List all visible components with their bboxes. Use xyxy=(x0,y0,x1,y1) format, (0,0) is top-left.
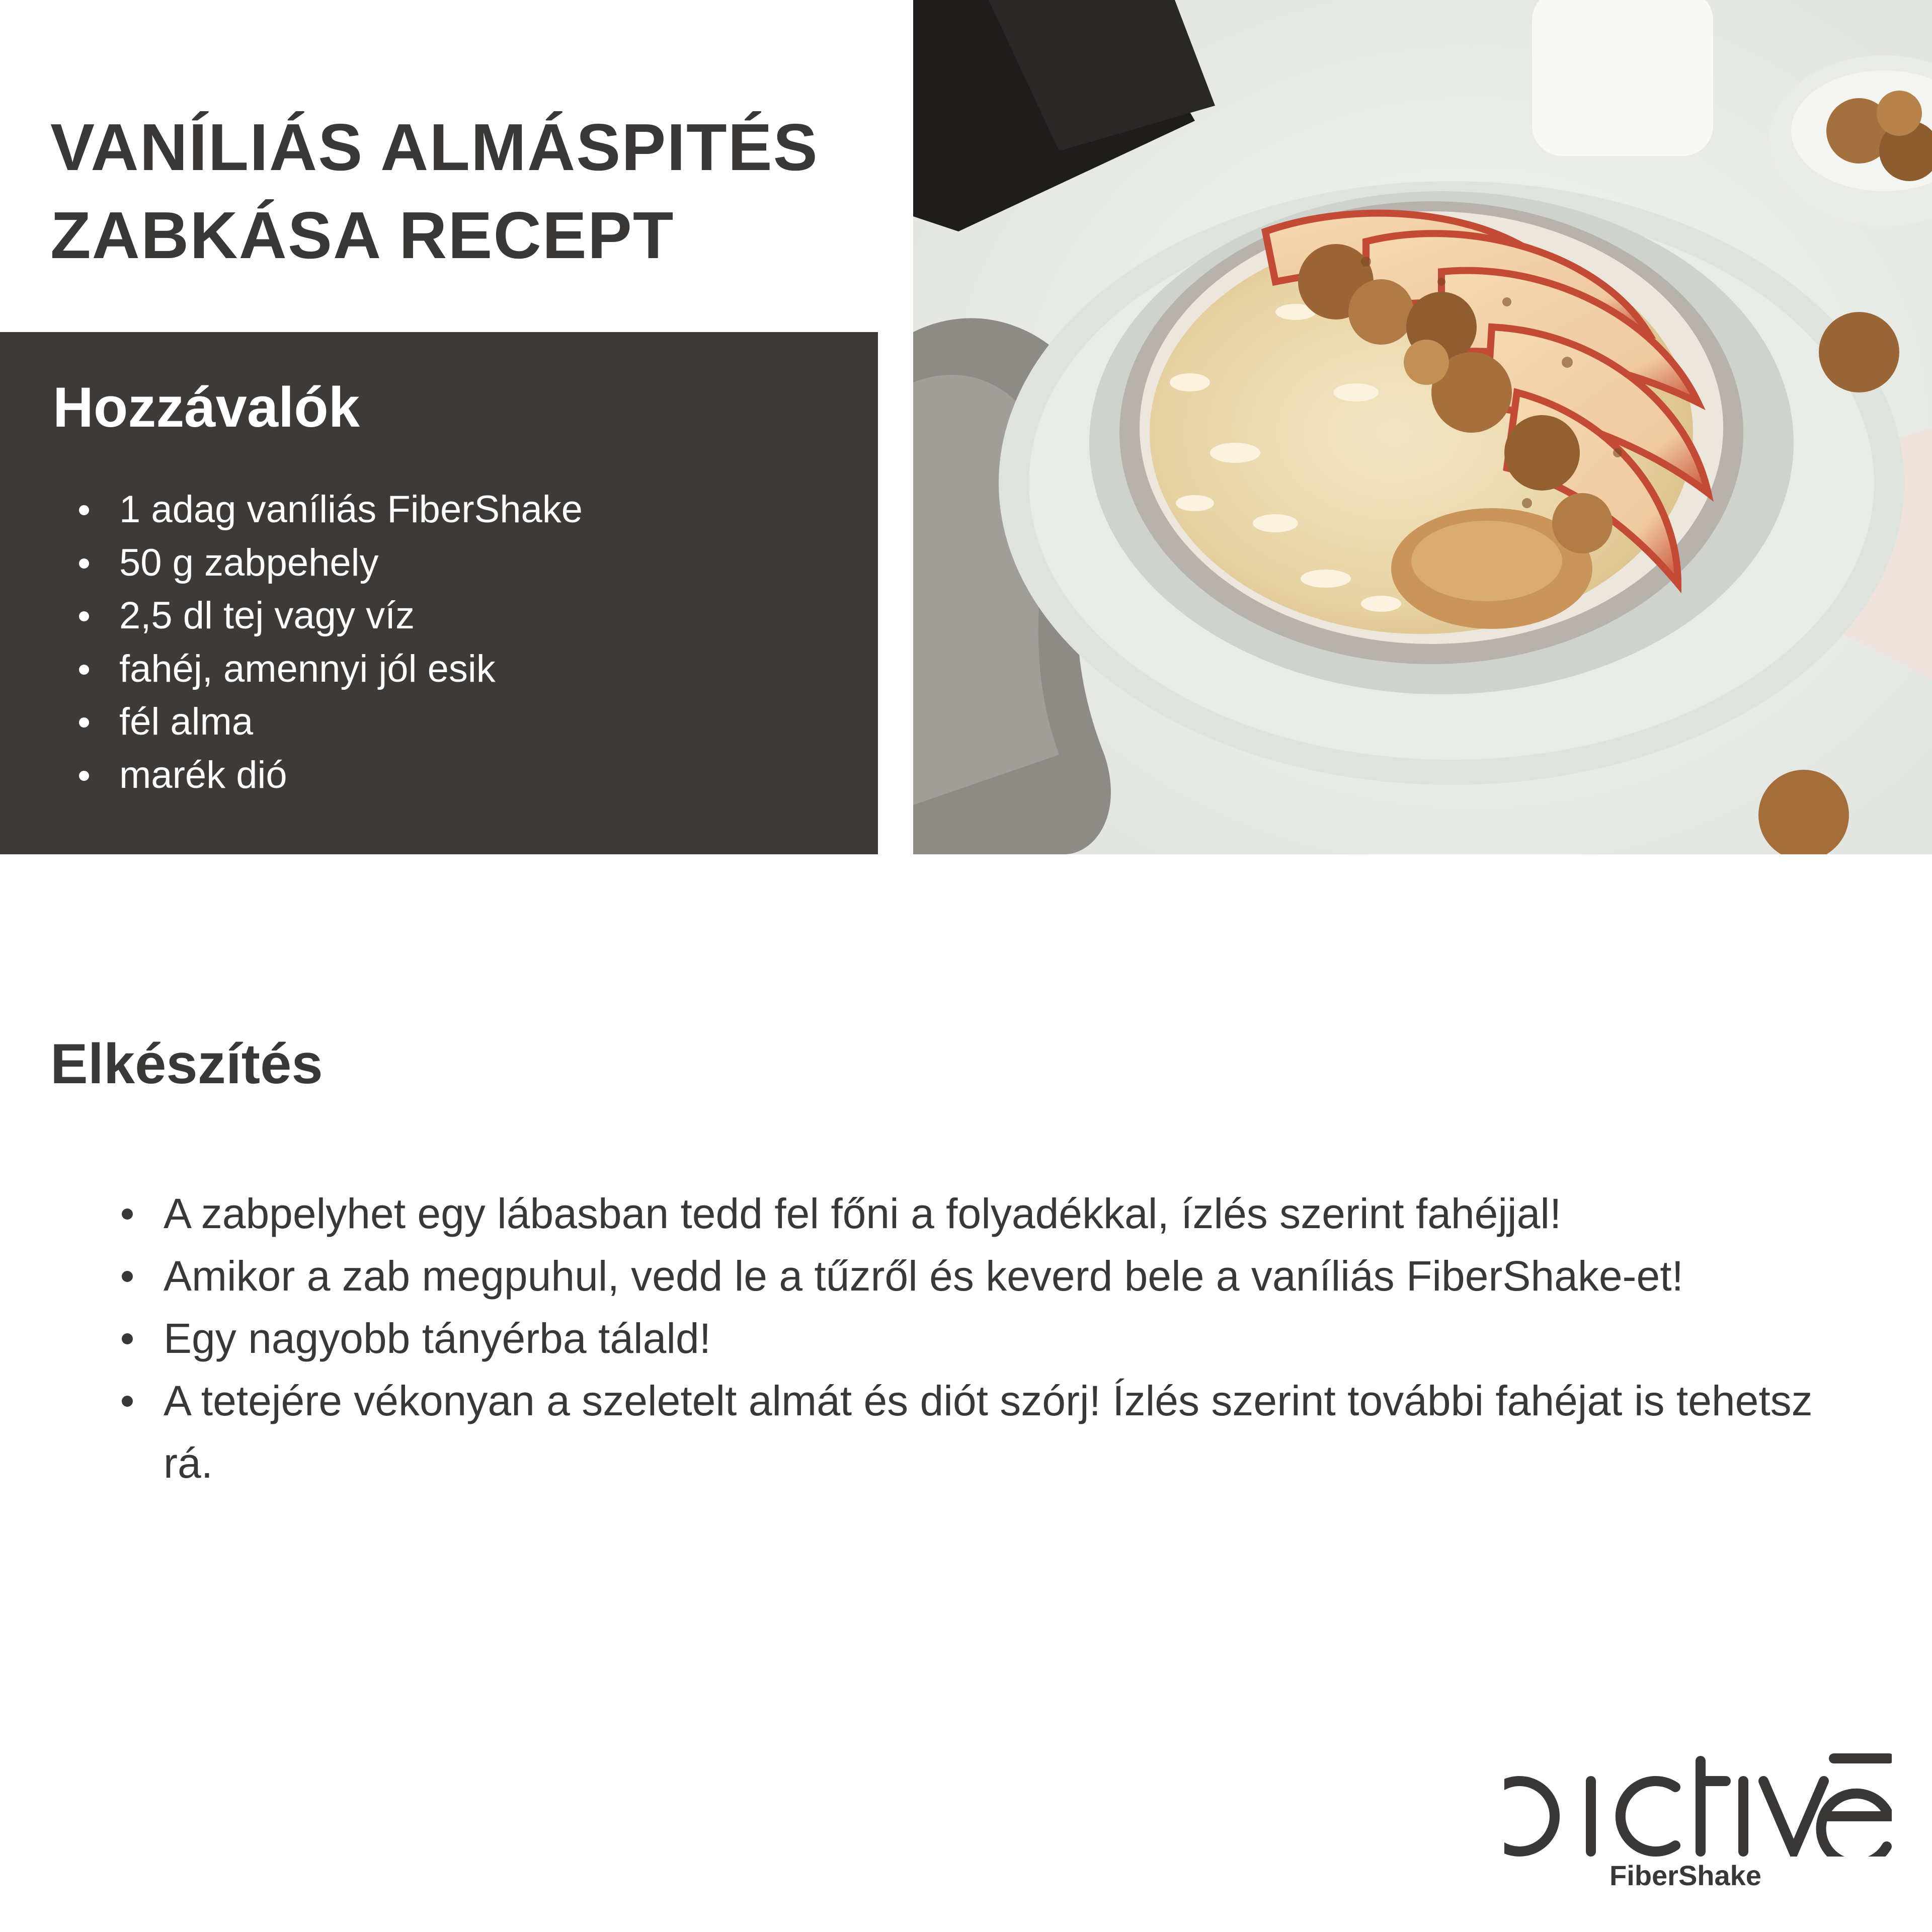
logo-subtitle: FiberShake xyxy=(1609,1860,1761,1891)
oatmeal-bowl-illustration xyxy=(913,0,1932,854)
ingredient-item: 50 g zabpehely xyxy=(48,536,583,590)
ingredient-item: fahéj, amennyi jól esik xyxy=(48,642,583,696)
method-step: Amikor a zab megpuhul, vedd le a tűzről és keverd bele a vaníliás FiberShake-et! xyxy=(116,1245,1867,1307)
ingredients-heading: Hozzávalók xyxy=(53,376,360,439)
ingredients-list xyxy=(48,483,583,801)
active-fibershake-logo xyxy=(1504,1731,1892,1897)
ingredient-item: 1 adag vaníliás FiberShake xyxy=(48,483,583,536)
recipe-title-line-1: VANÍLIÁS ALMÁSPITÉS xyxy=(50,110,819,184)
recipe-title xyxy=(50,103,880,279)
ingredient-item: marék dió xyxy=(48,749,583,802)
ingredient-item: fél alma xyxy=(48,695,583,749)
oatmeal-bowl-photo xyxy=(913,0,1932,854)
method-steps-list xyxy=(116,1182,1867,1494)
method-heading: Elkészítés xyxy=(50,1032,323,1095)
active-wordmark-logo xyxy=(1504,1731,1892,1857)
ingredients-panel xyxy=(0,332,878,854)
method-step: A zabpelyhet egy lábasban tedd fel főni a folyadékkal, ízlés szerint fahéjjal! xyxy=(116,1182,1867,1245)
ingredient-item: 2,5 dl tej vagy víz xyxy=(48,589,583,642)
method-step: Egy nagyobb tányérba tálald! xyxy=(116,1307,1867,1370)
recipe-title-line-2: ZABKÁSA RECEPT xyxy=(50,198,675,272)
method-step: A tetejére vékonyan a szeletelt almát és diót szórj! Ízlés szerint további fahéjat is tehetsz rá. xyxy=(116,1370,1867,1494)
